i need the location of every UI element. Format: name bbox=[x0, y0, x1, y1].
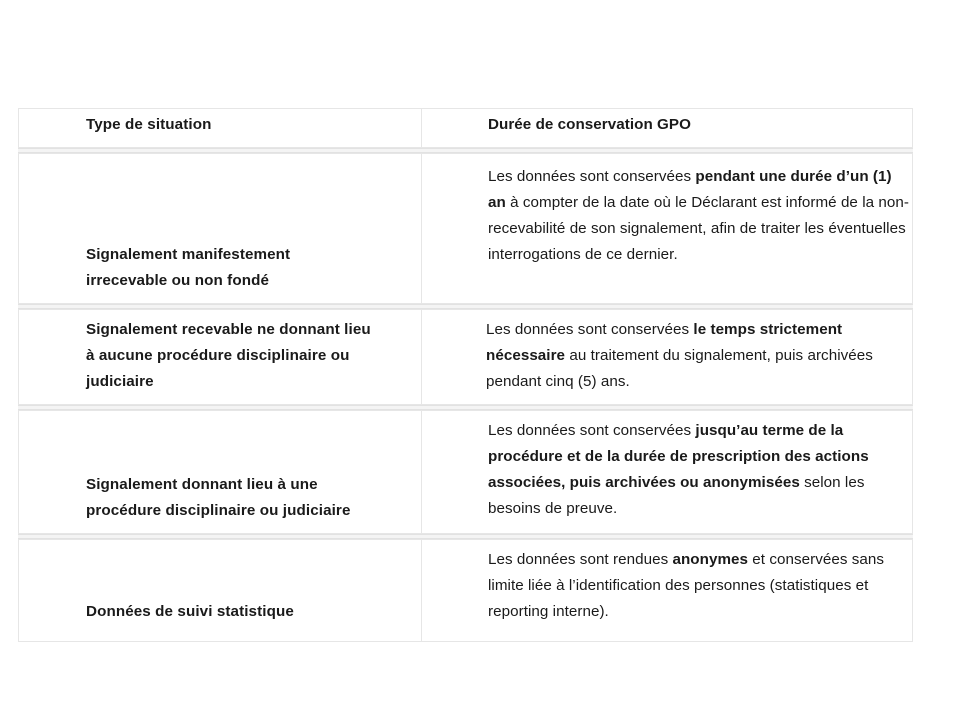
retention-table bbox=[18, 108, 913, 642]
situation-cell bbox=[86, 317, 416, 395]
duration-text: selon les besoins de preuve. bbox=[488, 474, 865, 517]
duration-emphasis: le temps strictement nécessaire bbox=[486, 321, 843, 364]
situation-cell bbox=[86, 242, 416, 294]
situation-cell bbox=[86, 599, 416, 625]
situation-line: judiciaire bbox=[86, 373, 154, 390]
duration-text: Les données sont rendues bbox=[488, 551, 673, 568]
duration-text: Les données sont conservées bbox=[488, 168, 696, 185]
column-divider bbox=[421, 154, 422, 303]
duration-cell bbox=[488, 547, 913, 625]
situation-line: Données de suivi statistique bbox=[86, 603, 294, 620]
duration-emphasis: jusqu’au terme de la procédure et de la durée de prescription des actions associées, puis archivées ou anonymisées bbox=[488, 422, 869, 491]
column-divider bbox=[421, 411, 422, 533]
duration-cell bbox=[488, 418, 913, 522]
duration-cell bbox=[486, 317, 911, 395]
table-row bbox=[18, 309, 913, 405]
duration-emphasis: anonymes bbox=[672, 551, 749, 568]
column-divider bbox=[421, 109, 422, 147]
situation-line: irrecevable ou non fondé bbox=[86, 272, 269, 289]
situation-cell bbox=[86, 472, 416, 524]
situation-line: à aucune procédure disciplinaire ou bbox=[86, 347, 350, 364]
duration-text: et conservées sans limite liée à l’identification des personnes (statistiques et reporting interne). bbox=[488, 551, 885, 620]
column-divider bbox=[421, 310, 422, 404]
duration-text: Les données sont conservées bbox=[486, 321, 694, 338]
duration-text: au traitement du signalement, puis archivées pendant cinq (5) ans. bbox=[486, 347, 873, 390]
header-type-de-situation: Type de situation bbox=[86, 116, 212, 133]
table-row bbox=[18, 410, 913, 534]
situation-line: Signalement donnant lieu à une bbox=[86, 476, 318, 493]
table-row bbox=[18, 539, 913, 642]
table-header-row bbox=[18, 108, 913, 148]
column-divider bbox=[421, 540, 422, 641]
duration-text: à compter de la date où le Déclarant est informé de la non-recevabilité de son signalement, afin de traiter les éventuelles interrogations de ce dernier. bbox=[488, 194, 909, 263]
header-duree-de-conservation: Durée de conservation GPO bbox=[488, 116, 691, 133]
duration-text: Les données sont conservées bbox=[488, 422, 696, 439]
duration-emphasis: pendant une durée d’un (1) an bbox=[488, 168, 892, 211]
table-row bbox=[18, 153, 913, 304]
situation-line: procédure disciplinaire ou judiciaire bbox=[86, 502, 351, 519]
situation-line: Signalement recevable ne donnant lieu bbox=[86, 321, 371, 338]
situation-line: Signalement manifestement bbox=[86, 246, 291, 263]
duration-cell bbox=[488, 164, 913, 268]
